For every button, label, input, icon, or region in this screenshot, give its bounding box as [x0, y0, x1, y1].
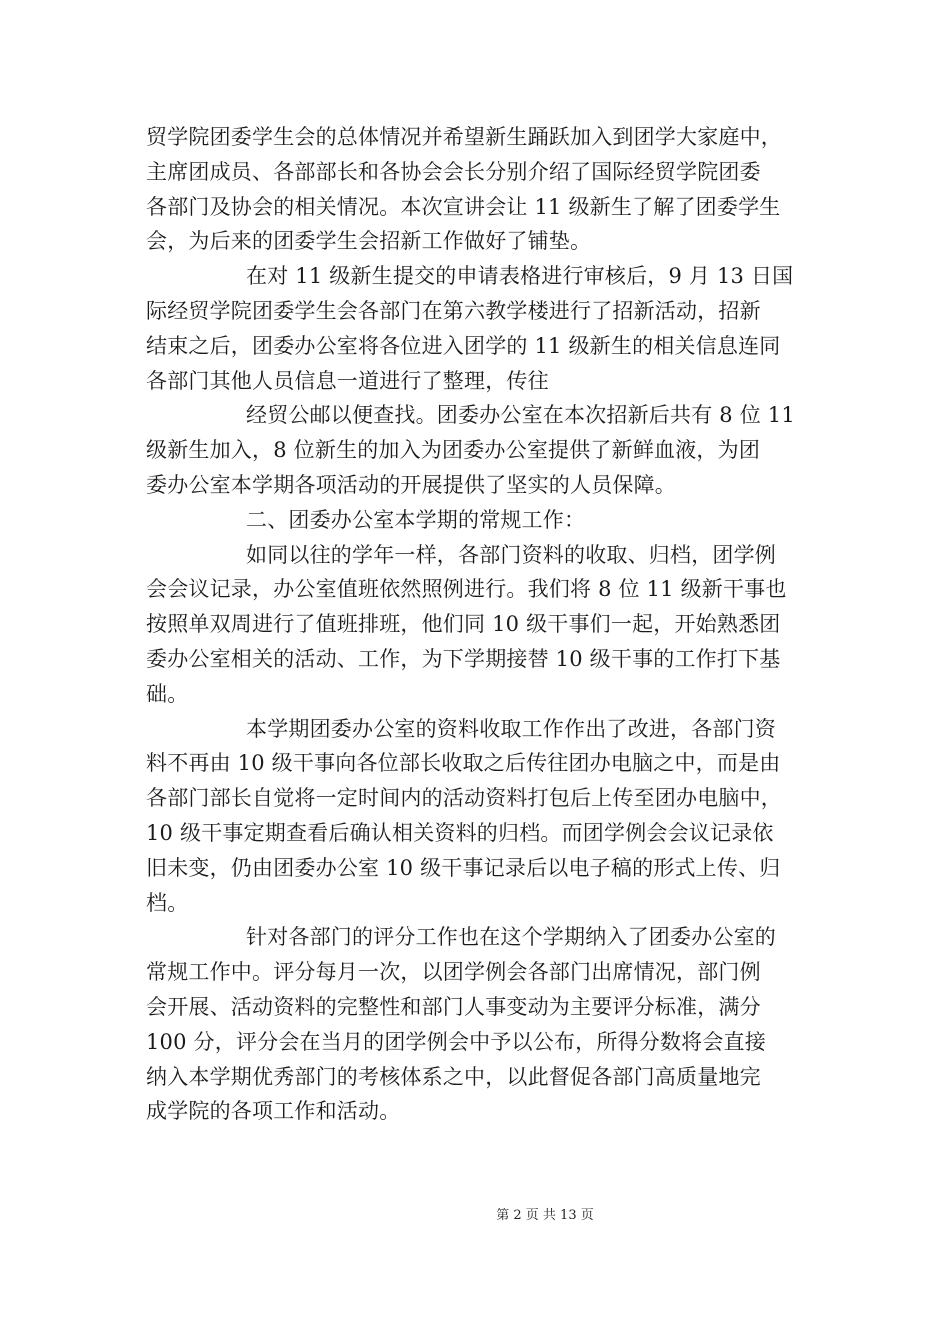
text-line: 会，为后来的团委学生会招新工作做好了铺垫。: [146, 229, 592, 254]
text-line: 各部门部长自觉将一定时间内的活动资料打包后上传至团办电脑中，: [146, 786, 782, 811]
text-line: 结束之后，团委办公室将各位进入团学的 11 级新生的相关信息连同: [146, 333, 781, 358]
paragraph: [146, 259, 814, 398]
text-line: 本学期团委办公室的资料收取工作作出了改进，各部门资: [246, 716, 776, 741]
text-line: 级新生加入，8 位新生的加入为团委办公室提供了新鲜血液，为团: [146, 438, 761, 463]
text-line: 委办公室本学期各项活动的开展提供了坚实的人员保障。: [146, 472, 676, 497]
text-line: 如同以往的学年一样，各部门资料的收取、归档，团学例: [246, 542, 776, 567]
text-line: 常规工作中。评分每月一次，以团学例会各部门出席情况，部门例: [146, 960, 761, 985]
text-line: 10 级干事定期查看后确认相关资料的归档。而团学例会会议记录依: [146, 820, 774, 845]
text-line: 针对各部门的评分工作也在这个学期纳入了团委办公室的: [246, 925, 776, 950]
text-line: 100 分，评分会在当月的团学例会中予以公布，所得分数将会直接: [146, 1029, 766, 1054]
paragraph: [146, 398, 814, 502]
document-body: [146, 120, 814, 1129]
text-line: 纳入本学期优秀部门的考核体系之中，以此督促各部门高质量地完: [146, 1064, 761, 1089]
text-line: 料不再由 10 级干事向各位部长收取之后传往团办电脑之中，而是由: [146, 751, 781, 776]
text-line: 旧未变，仍由团委办公室 10 级干事记录后以电子稿的形式上传、归: [146, 855, 781, 880]
text-line: 各部门其他人员信息一道进行了整理，传往: [146, 368, 549, 393]
section-heading: [146, 503, 814, 538]
paragraph: [146, 712, 814, 921]
text-line: 础。: [146, 681, 189, 706]
text-line: 经贸公邮以便查找。团委办公室在本次招新后共有 8 位 11: [246, 403, 795, 428]
paragraph: [146, 120, 814, 259]
text-line: 按照单双周进行了值班排班，他们同 10 级干事们一起，开始熟悉团: [146, 612, 781, 637]
text-line: 二、团委办公室本学期的常规工作：: [246, 507, 586, 532]
text-line: 会开展、活动资料的完整性和部门人事变动为主要评分标准，满分: [146, 994, 761, 1019]
text-line: 档。: [146, 890, 189, 915]
text-line: 成学院的各项工作和活动。: [146, 1099, 401, 1124]
text-line: 贸学院团委学生会的总体情况并希望新生踊跃加入到团学大家庭中，: [146, 125, 782, 149]
paragraph: [146, 538, 814, 712]
text-line: 际经贸学院团委学生会各部门在第六教学楼进行了招新活动，招新: [146, 298, 761, 323]
text-line: 会会议记录，办公室值班依然照例进行。我们将 8 位 11 级新干事也: [146, 577, 787, 602]
page-number: 第 2 页 共 13 页: [496, 1208, 594, 1223]
text-line: 各部门及协会的相关情况。本次宣讲会让 11 级新生了解了团委学生: [146, 194, 781, 219]
text-line: 委办公室相关的活动、工作，为下学期接替 10 级干事的工作打下基: [146, 646, 781, 671]
paragraph: [146, 920, 814, 1129]
text-line: 在对 11 级新生提交的申请表格进行审核后，9 月 13 日国: [246, 264, 794, 289]
text-line: 主席团成员、各部部长和各协会会长分别介绍了国际经贸学院团委: [146, 159, 761, 184]
